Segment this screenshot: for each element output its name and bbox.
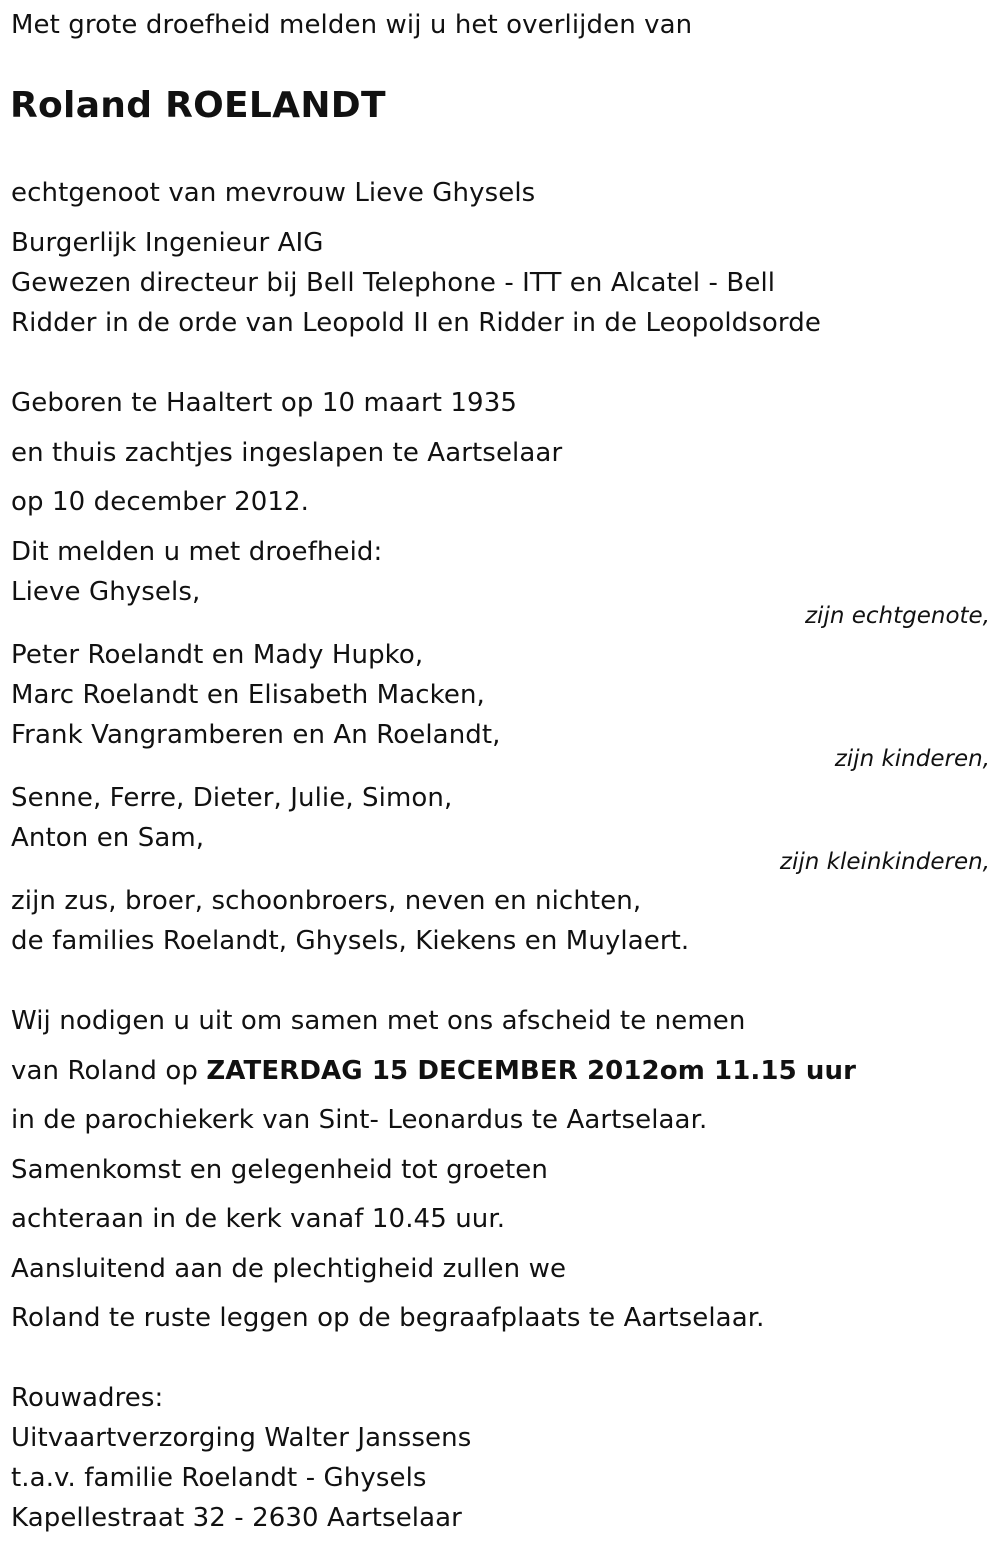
relatives-line: zijn zus, broer, schoonbroers, neven en nichten, [11,886,642,916]
relatives-line: de families Roelandt, Ghysels, Kiekens en Muylaert. [11,926,690,956]
ceremony-prefix: van Roland op [11,1056,207,1086]
address-company: Uitvaartverzorging Walter Janssens [11,1423,472,1453]
address-heading: Rouwadres: [11,1383,164,1413]
death-date-line: op 10 december 2012. [11,487,310,517]
grandchildren-line: Senne, Ferre, Dieter, Julie, Simon, [11,783,453,813]
honors-line: Ridder in de orde van Leopold II en Ridder in de Leopoldsorde [11,308,821,338]
family-heading: Dit melden u met droefheid: [11,537,383,567]
after-ceremony-line: Aansluitend aan de plechtigheid zullen we [11,1254,567,1284]
ceremony-datetime: ZATERDAG 15 DECEMBER 2012om 11.15 uur [206,1056,857,1086]
invite-line: Wij nodigen u uit om samen met ons afscheid te nemen [11,1006,746,1036]
grandchildren-line: Anton en Sam, [11,823,205,853]
gathering-time-line: achteraan in de kerk vanaf 10.45 uur. [11,1204,506,1234]
address-attention: t.a.v. familie Roelandt - Ghysels [11,1463,427,1493]
career-line: Gewezen directeur bij Bell Telephone - ITT en Alcatel - Bell [11,268,776,298]
spouse-role: zijn echtgenote, [804,603,990,629]
passing-line: en thuis zachtjes ingeslapen te Aartselaar [11,438,563,468]
burial-line: Roland te ruste leggen op de begraafplaats te Aartselaar. [11,1303,765,1333]
children-role: zijn kinderen, [834,746,990,772]
child-line: Frank Vangramberen en An Roelandt, [11,720,501,750]
gathering-line: Samenkomst en gelegenheid tot groeten [11,1155,548,1185]
spouse-line: echtgenoot van mevrouw Lieve Ghysels [11,178,536,208]
address-street: Kapellestraat 32 - 2630 Aartselaar [11,1503,462,1533]
intro-text: Met grote droefheid melden wij u het overlijden van [11,10,693,40]
child-line: Peter Roelandt en Mady Hupko, [11,640,424,670]
grandchildren-role: zijn kleinkinderen, [779,849,990,875]
birth-line: Geboren te Haaltert op 10 maart 1935 [11,388,517,418]
deceased-name: Roland ROELANDT [10,85,386,126]
child-line: Marc Roelandt en Elisabeth Macken, [11,680,485,710]
ceremony-datetime-line [11,1055,856,1087]
ceremony-location: in de parochiekerk van Sint- Leonardus te Aartselaar. [11,1105,708,1135]
spouse-name: Lieve Ghysels, [11,577,201,607]
degree-line: Burgerlijk Ingenieur AIG [11,228,324,258]
